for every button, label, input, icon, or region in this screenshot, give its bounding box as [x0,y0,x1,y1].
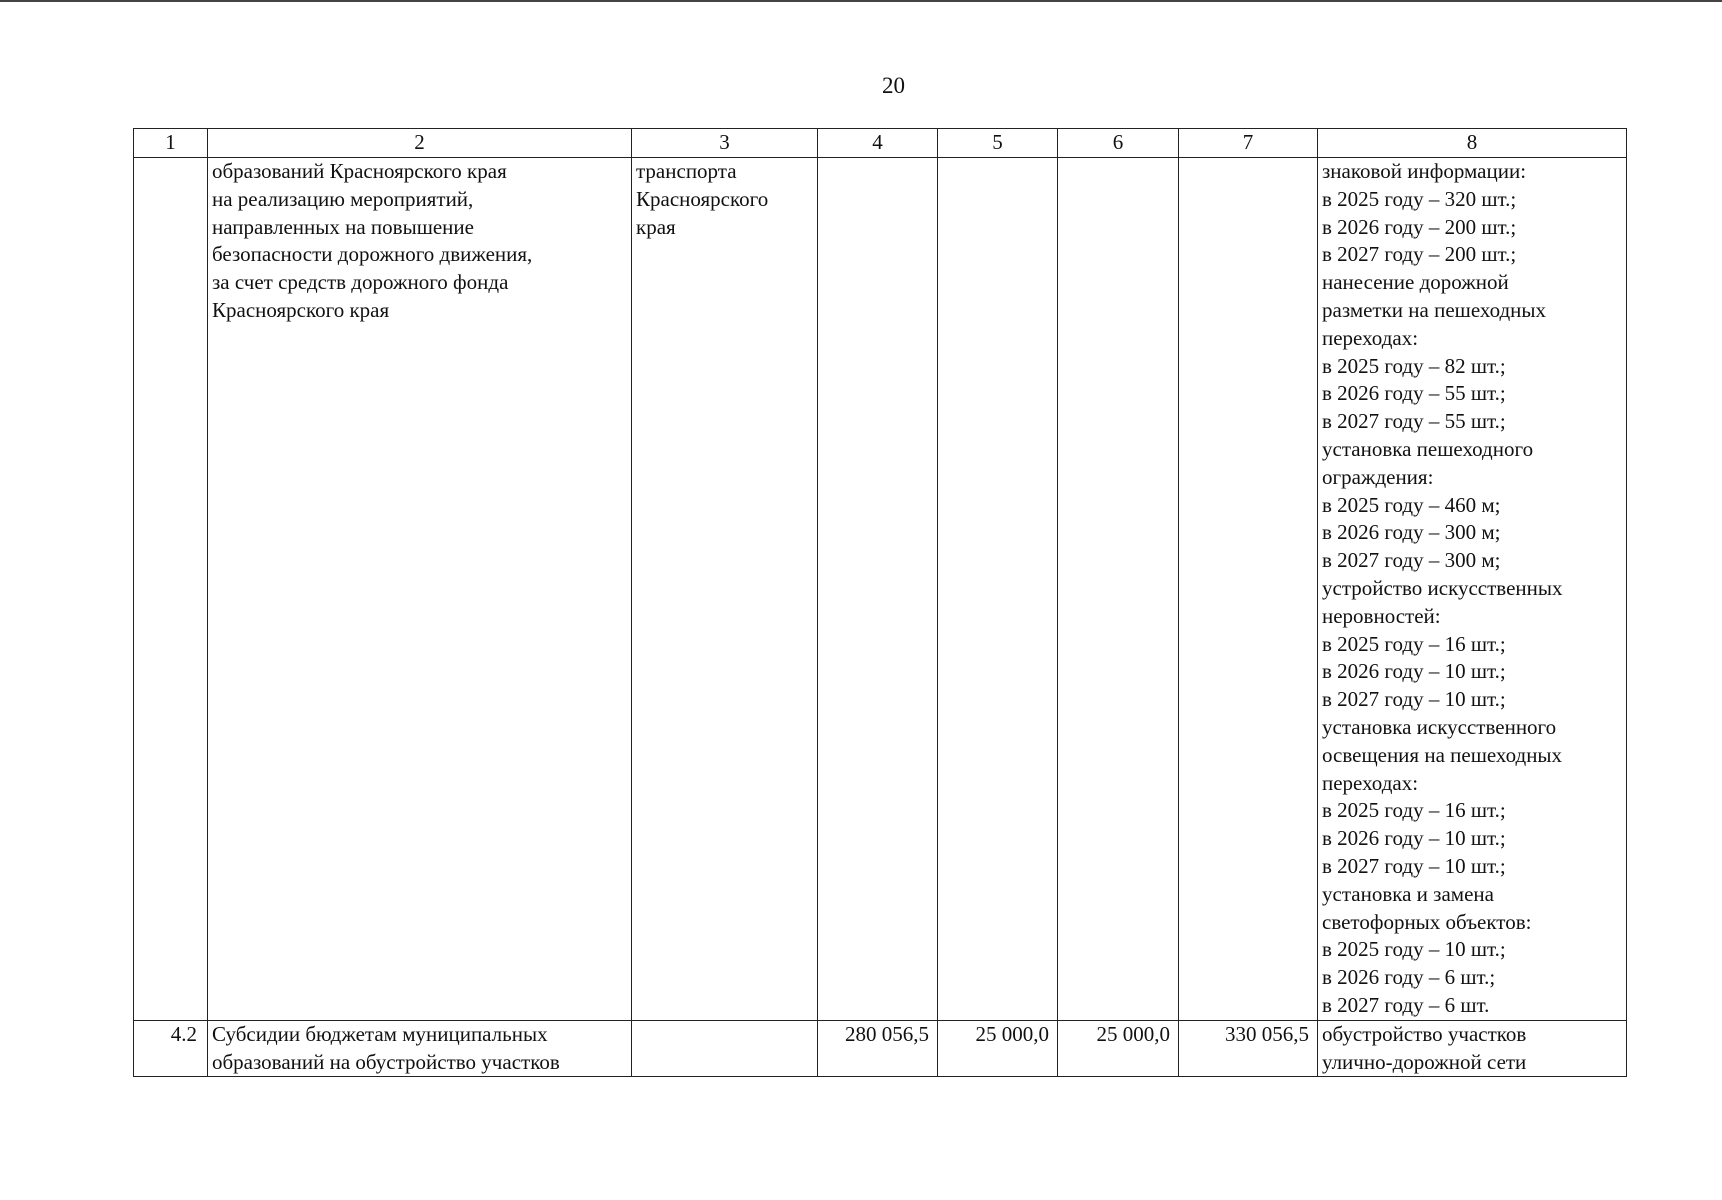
row1-result-line: устройство искусственных [1322,575,1563,600]
row1-result-line: в 2026 году – 55 шт.; [1322,381,1506,406]
row1-executor-line: края [636,214,676,239]
row1-result-line: установка и замена [1322,881,1494,906]
row1-description-cell [208,158,632,1021]
row2-result-line: улично-дорожной сети [1322,1049,1527,1074]
row1-result-line: в 2027 году – 300 м; [1322,548,1501,573]
row1-description-line: направленных на повышение [212,214,474,239]
row1-result-line: в 2026 году – 300 м; [1322,520,1501,545]
row2-description-cell [208,1020,632,1077]
row1-result-line: освещения на пешеходных [1322,742,1563,767]
row1-result-line: в 2027 году – 55 шт.; [1322,409,1506,434]
row2-amount-2025-cell: 280 056,5 [818,1020,938,1077]
row1-executor-line: Красноярского [636,186,769,211]
row1-amount-total-cell [1179,158,1318,1021]
row1-description-line: Красноярского края [212,297,390,322]
row1-result-line: в 2025 году – 82 шт.; [1322,353,1506,378]
row1-index-cell [134,158,208,1021]
row1-result-line: в 2026 году – 10 шт.; [1322,659,1506,684]
header-cell-5: 5 [938,129,1058,158]
row1-executor-cell [632,158,818,1021]
header-cell-8: 8 [1318,129,1627,158]
row1-result-line: знаковой информации: [1322,159,1527,183]
row2-description-line: образований на обустройство участков [212,1049,560,1074]
row1-result-line: в 2027 году – 10 шт.; [1322,853,1506,878]
row2-amount-total-cell: 330 056,5 [1179,1020,1318,1077]
page-number: 20 [882,73,905,98]
row1-executor-line: транспорта [636,159,737,183]
header-cell-1: 1 [134,129,208,158]
row1-result-line: в 2026 году – 6 шт.; [1322,965,1496,990]
header-cell-7: 7 [1179,129,1318,158]
row1-result-line: в 2027 году – 200 шт.; [1322,242,1517,267]
header-cell-4: 4 [818,129,938,158]
table-header-row [134,129,1627,158]
row1-result-line: установка пешеходного [1322,436,1534,461]
row1-result-line: в 2025 году – 10 шт.; [1322,937,1506,962]
row1-amount-2025-cell [818,158,938,1021]
row1-result-line: в 2025 году – 16 шт.; [1322,631,1506,656]
row1-result-line: ограждения: [1322,464,1434,489]
row2-index-cell: 4.2 [134,1020,208,1077]
row1-result-line: в 2026 году – 200 шт.; [1322,214,1517,239]
row1-amount-2026-cell [938,158,1058,1021]
header-cell-3: 3 [632,129,818,158]
row1-result-line: в 2025 году – 16 шт.; [1322,798,1506,823]
row1-amount-2027-cell [1058,158,1179,1021]
header-cell-6: 6 [1058,129,1179,158]
row2-amount-2027-cell: 25 000,0 [1058,1020,1179,1077]
row1-description-line: за счет средств дорожного фонда [212,270,509,295]
header-cell-2: 2 [208,129,632,158]
row2-description-line: Субсидии бюджетам муниципальных [212,1021,548,1046]
row2-amount-2026-cell: 25 000,0 [938,1020,1058,1077]
row1-result-line: в 2027 году – 10 шт.; [1322,687,1506,712]
row1-result-line: разметки на пешеходных [1322,297,1547,322]
table-row [134,158,1627,1021]
row1-result-cell [1318,158,1627,1021]
row1-description-line: безопасности дорожного движения, [212,242,533,267]
top-border-line [0,0,1722,2]
row1-result-line: неровностей: [1322,603,1441,628]
row1-description-line: образований Красноярского края [212,159,507,183]
row1-result-line: нанесение дорожной [1322,270,1509,295]
row2-result-cell [1318,1020,1627,1077]
table-row [134,1020,1627,1077]
row1-result-line: в 2025 году – 320 шт.; [1322,186,1517,211]
row1-result-line: светофорных объектов: [1322,909,1532,934]
row1-result-line: в 2026 году – 10 шт.; [1322,826,1506,851]
row2-result-line: обустройство участков [1322,1021,1527,1046]
row1-result-line: в 2027 году – 6 шт. [1322,992,1490,1017]
row1-result-line: в 2025 году – 460 м; [1322,492,1501,517]
row1-result-line: переходах: [1322,325,1419,350]
row2-executor-cell [632,1020,818,1077]
program-table [133,128,1627,1077]
row1-description-line: на реализацию мероприятий, [212,186,474,211]
row1-result-line: установка искусственного [1322,714,1557,739]
row1-result-line: переходах: [1322,770,1419,795]
